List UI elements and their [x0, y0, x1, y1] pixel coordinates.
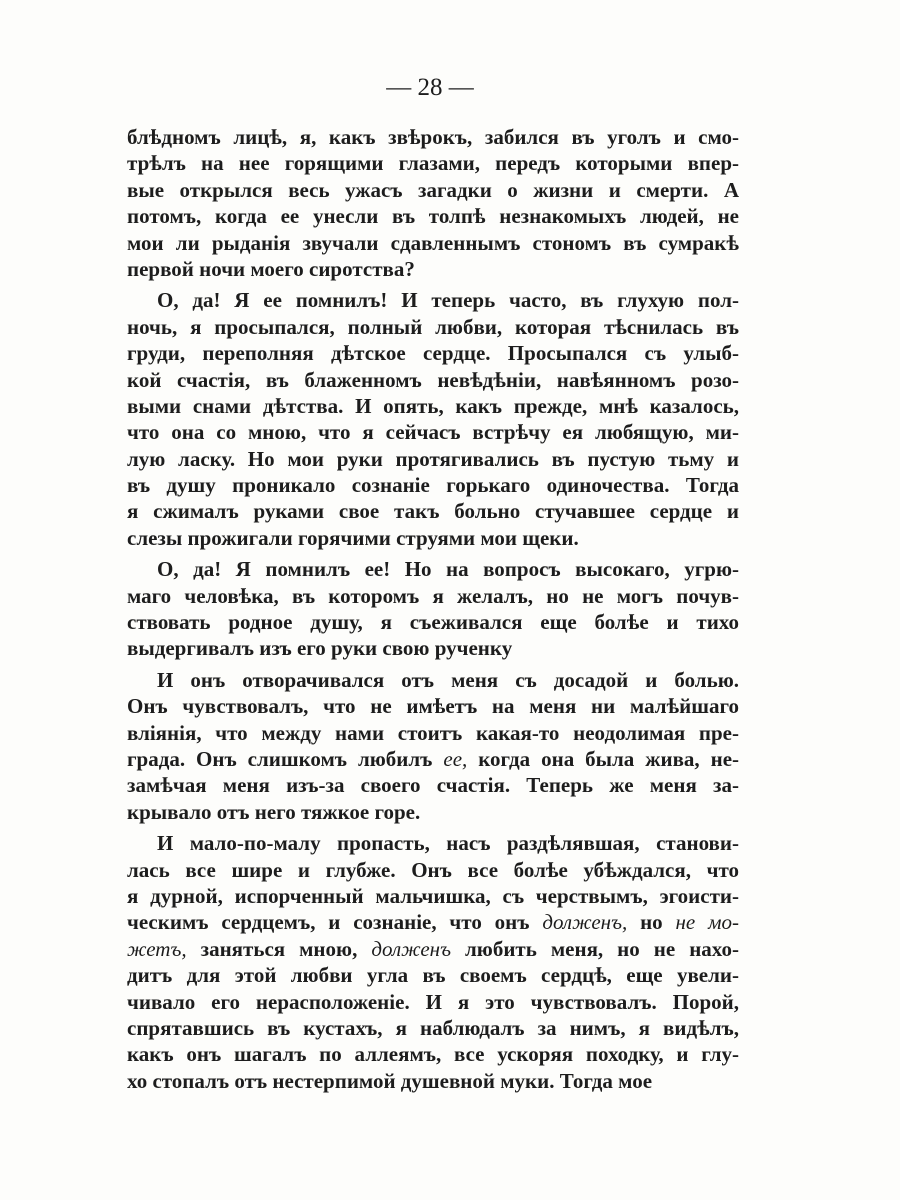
- text-line: [127, 746, 739, 772]
- text-line: [127, 367, 739, 393]
- text-run: ческимъ сердцемъ, и сознаніе, что онъ: [127, 910, 543, 935]
- text-run: выми снами дѣтства. И опять, какъ прежде, мнѣ казалось,: [127, 393, 739, 418]
- text-line: [127, 799, 739, 825]
- text-line: [127, 883, 739, 909]
- text-run: хо стопалъ отъ нестерпимой душевной муки. Тогда мое: [127, 1068, 653, 1093]
- text-line: [127, 667, 739, 693]
- text-line: [127, 203, 739, 229]
- text-run: какъ онъ шагалъ по аллеямъ, все ускоряя походку, и глу-: [127, 1042, 739, 1067]
- italic-text-run: долженъ,: [542, 910, 628, 935]
- text-line: [127, 936, 739, 962]
- text-line: [127, 772, 739, 798]
- text-line: [127, 498, 739, 524]
- text-line: [127, 124, 739, 150]
- text-line: [127, 962, 739, 988]
- text-line: [127, 340, 739, 366]
- text-run: крывало отъ него тяжкое горе.: [127, 799, 421, 824]
- italic-text-run: не мо-: [675, 910, 739, 935]
- text-line: [127, 609, 739, 635]
- page-number: — 28 —: [386, 74, 474, 101]
- italic-text-run: ее,: [443, 746, 468, 771]
- text-line: [127, 830, 739, 856]
- text-run: вые открылся весь ужасъ загадки о жизни и смерти. А: [127, 177, 739, 202]
- text-run: дитъ для этой любви угла въ своемъ сердцѣ, еще увели-: [127, 963, 739, 988]
- text-line: [127, 472, 739, 498]
- text-line: [127, 1041, 739, 1067]
- text-run: блѣдномъ лицѣ, я, какъ звѣрокъ, забился въ уголъ и смо-: [127, 125, 739, 149]
- text-run: груди, переполняя дѣтское сердце. Просыпался съ улыб-: [127, 341, 739, 366]
- text-run: лую ласку. Но мои руки протягивались въ пустую тьму и: [127, 446, 739, 471]
- text-run: И мало-по-малу пропасть, насъ раздѣлявшая, станови-: [157, 831, 739, 856]
- paragraph: [127, 830, 739, 1094]
- text-line: [127, 256, 739, 282]
- text-line: [127, 230, 739, 256]
- text-run: чивало его нерасположеніе. И я это чувствовалъ. Порой,: [127, 989, 739, 1014]
- text-run: но: [627, 910, 676, 935]
- text-line: [127, 693, 739, 719]
- text-line: [127, 556, 739, 582]
- text-run: О, да! Я помнилъ ее! Но на вопросъ высокаго, угрю-: [157, 557, 739, 582]
- text-run: я сжималъ руками свое такъ больно стучавшее сердце и: [127, 499, 739, 524]
- text-run: ночь, я просыпался, полный любви, которая тѣснилась въ: [127, 314, 739, 339]
- text-run: замѣчая меня изъ-за своего счастія. Теперь же меня за-: [127, 773, 739, 798]
- paragraph: [127, 287, 739, 551]
- paragraph: [127, 667, 739, 825]
- text-run: когда она была жива, не-: [467, 746, 740, 771]
- text-run: любить меня, но не нахо-: [451, 936, 739, 961]
- text-run: лась все шире и глубже. Онъ все болѣе убѣждался, что: [127, 857, 739, 882]
- text-line: [127, 150, 739, 176]
- text-run: слезы прожигали горячими струями мои щеки.: [127, 525, 579, 550]
- text-line: [127, 525, 739, 551]
- text-line: [127, 583, 739, 609]
- text-run: потомъ, когда ее унесли въ толпѣ незнакомыхъ людей, не: [127, 204, 739, 229]
- text-run: выдергивалъ изъ его руки свою рученку: [127, 636, 513, 661]
- text-run: мои ли рыданія звучали сдавленнымъ стономъ въ сумракѣ: [127, 230, 739, 255]
- text-run: заняться мною,: [186, 936, 372, 961]
- text-line: [127, 287, 739, 313]
- text-line: [127, 635, 739, 661]
- paragraph: [127, 124, 739, 282]
- text-run: кой счастія, въ блаженномъ невѣдѣніи, навѣянномъ розо-: [127, 367, 739, 392]
- text-line: [127, 720, 739, 746]
- text-line: [127, 393, 739, 419]
- body-text: [127, 124, 739, 1099]
- text-run: Онъ чувствовалъ, что не имѣетъ на меня ни малѣйшаго: [127, 694, 739, 719]
- text-run: въ душу проникало сознаніе горькаго одиночества. Тогда: [127, 473, 739, 498]
- text-run: первой ночи моего сиротства?: [127, 256, 415, 281]
- italic-text-run: долженъ: [371, 936, 451, 961]
- text-run: что она со мною, что я сейчасъ встрѣчу ея любящую, ми-: [127, 420, 739, 445]
- text-run: маго человѣка, въ которомъ я желалъ, но не могъ почув-: [127, 583, 739, 608]
- paragraph: [127, 556, 739, 662]
- text-line: [127, 1015, 739, 1041]
- text-line: [127, 989, 739, 1015]
- text-run: я дурной, испорченный мальчишка, съ черствымъ, эгоисти-: [127, 883, 739, 908]
- text-line: [127, 177, 739, 203]
- text-line: [127, 857, 739, 883]
- text-line: [127, 446, 739, 472]
- text-line: [127, 1068, 739, 1094]
- text-run: ствовать родное душу, я съеживался еще болѣе и тихо: [127, 610, 739, 635]
- italic-text-run: жетъ,: [127, 936, 187, 961]
- text-run: града. Онъ слишкомъ любилъ: [127, 746, 444, 771]
- text-run: трѣлъ на нее горящими глазами, передъ которыми впер-: [127, 151, 739, 176]
- text-line: [127, 419, 739, 445]
- text-run: О, да! Я ее помнилъ! И теперь часто, въ глухую пол-: [157, 288, 739, 313]
- text-run: спрятавшись въ кустахъ, я наблюдалъ за нимъ, я видѣлъ,: [127, 1015, 739, 1040]
- text-line: [127, 909, 739, 935]
- text-run: И онъ отворачивался отъ меня съ досадой и болью.: [157, 667, 739, 692]
- text-run: вліянія, что между нами стоитъ какая-то неодолимая пре-: [127, 720, 739, 745]
- text-line: [127, 314, 739, 340]
